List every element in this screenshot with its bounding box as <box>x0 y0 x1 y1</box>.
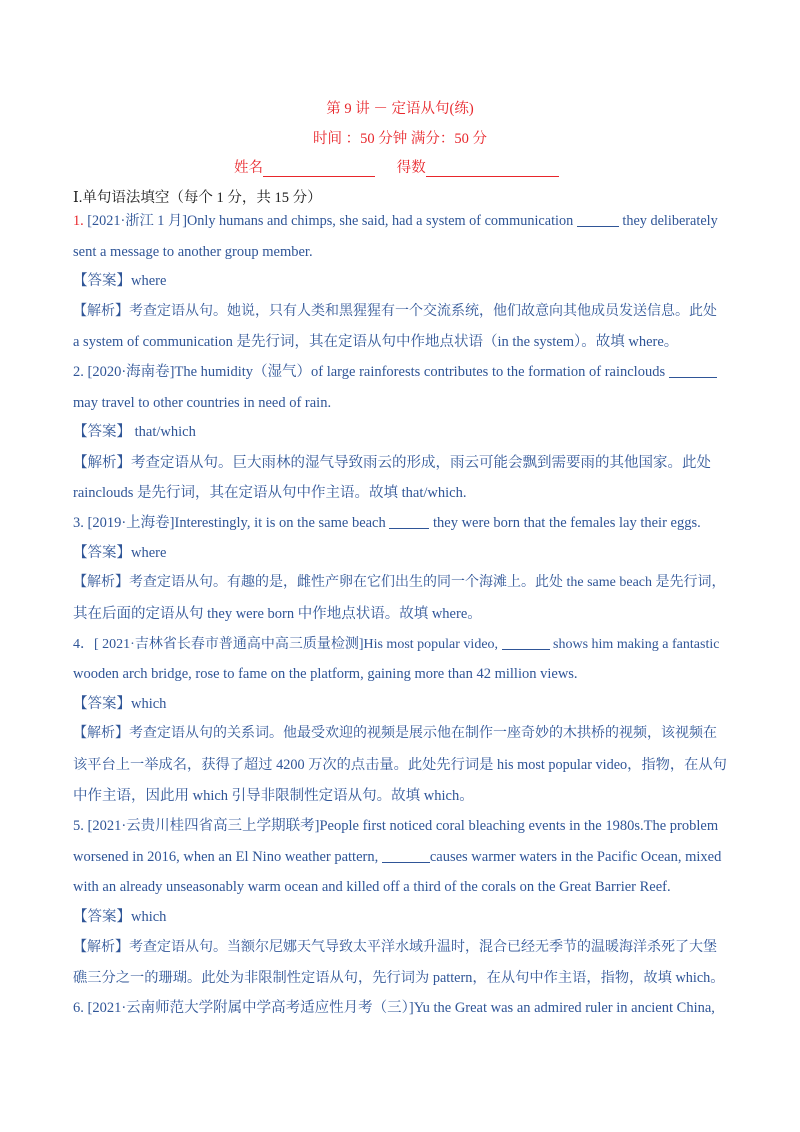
question-4-blank[interactable] <box>502 634 550 650</box>
question-2-answer: 【答案】 that/which <box>73 424 196 440</box>
name-score-row <box>234 156 559 177</box>
name-label: 姓名 <box>234 160 263 176</box>
question-6-line-1: 6. [2021·云南师范大学附属中学高考适应性月考（三）]Yu the Great was an admired ruler in ancient China, <box>73 1000 715 1016</box>
question-1-line-2: sent a message to another group member. <box>73 244 313 260</box>
question-3-explanation-1: 【解析】考查定语从句。有趣的是，雌性产卵在它们出生的同一个海滩上。此处 the same beach 是先行词， <box>73 575 726 590</box>
question-4-explanation-2: 该平台上一举成名，获得了超过 4200 万次的点击量。此处先行词是 his most popular video，指物，在从句 <box>73 757 727 773</box>
question-1-explanation-2: a system of communication 是先行词，其在定语从句中作地点状语（in the system）。故填 where。 <box>73 334 679 350</box>
question-2-explanation-1: 【解析】考查定语从句。巨大雨林的湿气导致雨云的形成，雨云可能会飘到需要雨的其他国家。此处 <box>73 455 711 471</box>
question-2-blank[interactable] <box>669 362 717 378</box>
question-1-blank[interactable] <box>577 211 619 227</box>
name-blank[interactable] <box>263 160 375 177</box>
question-3-explanation-2: 其在后面的定语从句 they were born 中作地点状语。故填 where。 <box>73 606 482 622</box>
question-5-line-2: worsened in 2016, when an El Nino weather pattern, causes warmer waters in the Pacific Ocean, mixed <box>73 849 722 865</box>
section-heading: Ⅰ.单句语法填空（每个 1 分，共 15 分） <box>73 190 322 206</box>
question-4-explanation-3: 中作主语，因此用 which 引导非限制性定语从句。故填 which。 <box>73 788 474 804</box>
question-3-answer: 【答案】where <box>73 545 167 561</box>
score-label: 得数 <box>396 160 426 176</box>
question-5-answer: 【答案】which <box>73 909 167 925</box>
score-blank[interactable] <box>426 160 559 177</box>
question-1-number: 1. <box>73 213 84 229</box>
question-2-explanation-2: rainclouds 是先行词，其在定语从句中作主语。故填 that/which. <box>73 485 467 501</box>
question-1-explanation-1: 【解析】考查定语从句。她说，只有人类和黑猩猩有一个交流系统，他们故意向其他成员发送信息。此处 <box>73 304 717 319</box>
lesson-title: 第 9 讲 － 定语从句(练) <box>326 101 474 117</box>
question-5-line-3: with an already unseasonably warm ocean and killed off a third of the corals on the Great Barrier Reef. <box>73 879 671 895</box>
question-4-line-2: wooden arch bridge, rose to fame on the platform, gaining more than 42 million views. <box>73 666 578 682</box>
time-score-line: 时间 ：50 分钟 满分：50 分 <box>313 131 487 147</box>
question-4-line-1: 4．[ 2021·吉林省长春市普通高中高三质量检测]His most popular video, shows him making a fantastic <box>73 634 727 654</box>
question-1-answer: 【答案】where <box>73 273 167 289</box>
question-3-line-1: 3. [2019·上海卷]Interestingly, it is on the same beach they were born that the females lay their eggs. <box>73 515 701 531</box>
question-3-blank[interactable] <box>389 513 429 529</box>
question-1-line-1: 1. [2021·浙江 1 月]Only humans and chimps, she said, had a system of communication they deliberately <box>73 213 718 229</box>
question-4-explanation-1: 【解析】考查定语从句的关系词。他最受欢迎的视频是展示他在制作一座奇妙的木拱桥的视频，该视频在 <box>73 726 717 741</box>
question-2-line-1: 2. [2020·海南卷]The humidity（湿气）of large rainforests contributes to the formation of rainclouds <box>73 362 727 382</box>
question-2-line-2: may travel to other countries in need of rain. <box>73 395 332 411</box>
question-5-line-1: 5. [2021·云贵川桂四省高三上学期联考]People first noticed coral bleaching events in the 1980s.The problem <box>73 818 719 834</box>
question-4-answer: 【答案】which <box>73 696 167 712</box>
question-5-explanation-2: 礁三分之一的珊瑚。此处为非限制性定语从句，先行词为 pattern，在从句中作主语，指物，故填 which。 <box>73 970 725 986</box>
question-5-blank[interactable] <box>382 847 430 863</box>
question-5-explanation-1: 【解析】考查定语从句。当额尔尼娜天气导致太平洋水域升温时，混合已经无季节的温暖海洋杀死了大堡 <box>73 940 717 955</box>
